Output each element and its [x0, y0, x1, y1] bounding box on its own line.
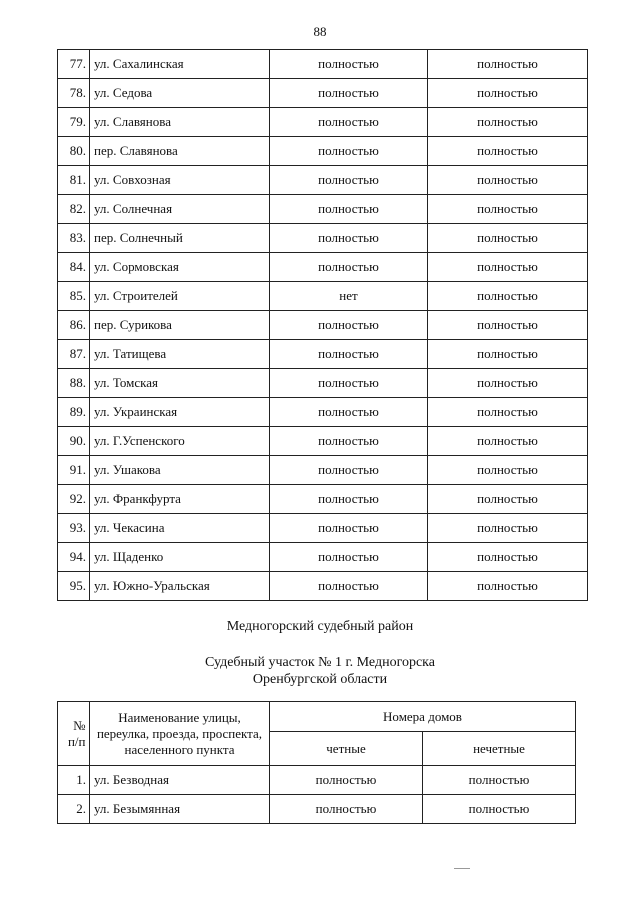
- header-odd: нечетные: [423, 732, 576, 766]
- cell-even: полностью: [270, 166, 428, 195]
- table-row: [58, 282, 588, 311]
- cell-odd: полностью: [428, 456, 588, 485]
- cell-odd: полностью: [428, 224, 588, 253]
- cell-even: полностью: [270, 137, 428, 166]
- cell-street: ул. Томская: [90, 369, 270, 398]
- cell-street: ул. Щаденко: [90, 543, 270, 572]
- cell-street: пер. Славянова: [90, 137, 270, 166]
- cell-odd: полностью: [423, 766, 576, 795]
- table-row: [58, 253, 588, 282]
- cell-num: 94.: [58, 543, 90, 572]
- header-num-text: № п/п: [67, 717, 86, 749]
- cell-odd: полностью: [428, 195, 588, 224]
- header-name: [90, 702, 270, 766]
- cell-street: ул. Ушакова: [90, 456, 270, 485]
- cell-num: 82.: [58, 195, 90, 224]
- cell-odd: полностью: [428, 543, 588, 572]
- cell-num: 81.: [58, 166, 90, 195]
- cell-num: 90.: [58, 427, 90, 456]
- table-row: [58, 766, 576, 795]
- cell-num: 93.: [58, 514, 90, 543]
- cell-num: 85.: [58, 282, 90, 311]
- scan-mark: [454, 868, 470, 869]
- streets-table-continued: [57, 49, 588, 601]
- cell-num: 95.: [58, 572, 90, 601]
- table-row: [58, 369, 588, 398]
- cell-odd: полностью: [428, 340, 588, 369]
- cell-even: полностью: [270, 766, 423, 795]
- cell-street: ул. Татищева: [90, 340, 270, 369]
- cell-even: полностью: [270, 572, 428, 601]
- cell-street: ул. Франкфурта: [90, 485, 270, 514]
- cell-even: полностью: [270, 340, 428, 369]
- cell-odd: полностью: [428, 427, 588, 456]
- cell-num: 79.: [58, 108, 90, 137]
- table-row: [58, 311, 588, 340]
- cell-num: 2.: [58, 795, 90, 824]
- table-row: [58, 195, 588, 224]
- cell-odd: полностью: [428, 282, 588, 311]
- table-row: [58, 514, 588, 543]
- cell-num: 91.: [58, 456, 90, 485]
- cell-odd: полностью: [428, 253, 588, 282]
- table-row: [58, 79, 588, 108]
- cell-street: ул. Г.Успенского: [90, 427, 270, 456]
- header-name-text: Наименование улицы, переулка, проезда, проспекта, населенного пункта: [96, 709, 263, 757]
- table-row: [58, 456, 588, 485]
- cell-even: полностью: [270, 195, 428, 224]
- table-row: [58, 137, 588, 166]
- cell-even: полностью: [270, 427, 428, 456]
- cell-num: 87.: [58, 340, 90, 369]
- cell-even: полностью: [270, 253, 428, 282]
- section-title-line1: Судебный участок № 1 г. Медногорска: [204, 655, 435, 670]
- cell-num: 77.: [58, 50, 90, 79]
- cell-even: полностью: [270, 224, 428, 253]
- section-title-line2: Оренбургской области: [252, 672, 388, 687]
- cell-odd: полностью: [428, 572, 588, 601]
- table-row: [58, 572, 588, 601]
- district-title: Медногорский судебный район: [226, 619, 414, 634]
- cell-num: 92.: [58, 485, 90, 514]
- cell-street: ул. Украинская: [90, 398, 270, 427]
- cell-odd: полностью: [428, 311, 588, 340]
- cell-even: полностью: [270, 514, 428, 543]
- header-num: [58, 702, 90, 766]
- cell-even: полностью: [270, 108, 428, 137]
- cell-street: ул. Совхозная: [90, 166, 270, 195]
- cell-odd: полностью: [428, 79, 588, 108]
- cell-odd: полностью: [428, 166, 588, 195]
- table-row: [58, 166, 588, 195]
- cell-even: полностью: [270, 543, 428, 572]
- table-row: [58, 398, 588, 427]
- cell-even: полностью: [270, 79, 428, 108]
- cell-odd: полностью: [428, 514, 588, 543]
- table-row: [58, 543, 588, 572]
- cell-street: ул. Седова: [90, 79, 270, 108]
- cell-even: полностью: [270, 398, 428, 427]
- cell-odd: полностью: [428, 369, 588, 398]
- cell-street: ул. Южно-Уральская: [90, 572, 270, 601]
- cell-even: полностью: [270, 485, 428, 514]
- table-row: [58, 50, 588, 79]
- page-number: 88: [313, 24, 327, 39]
- cell-street: ул. Строителей: [90, 282, 270, 311]
- cell-num: 86.: [58, 311, 90, 340]
- cell-even: полностью: [270, 369, 428, 398]
- cell-odd: полностью: [428, 50, 588, 79]
- table-row: [58, 427, 588, 456]
- cell-street: ул. Сахалинская: [90, 50, 270, 79]
- cell-odd: полностью: [428, 485, 588, 514]
- cell-even: полностью: [270, 456, 428, 485]
- cell-num: 80.: [58, 137, 90, 166]
- cell-street: пер. Сурикова: [90, 311, 270, 340]
- cell-street: ул. Безымянная: [90, 795, 270, 824]
- cell-num: 84.: [58, 253, 90, 282]
- cell-num: 83.: [58, 224, 90, 253]
- header-houses: Номера домов: [270, 702, 576, 732]
- table-row: [58, 795, 576, 824]
- cell-street: ул. Сормовская: [90, 253, 270, 282]
- cell-street: ул. Славянова: [90, 108, 270, 137]
- table-row: [58, 340, 588, 369]
- table-row: [58, 224, 588, 253]
- streets-table-court-district-1: [57, 701, 576, 824]
- cell-num: 88.: [58, 369, 90, 398]
- cell-street: пер. Солнечный: [90, 224, 270, 253]
- table-row: [58, 485, 588, 514]
- cell-even: нет: [270, 282, 428, 311]
- header-even: четные: [270, 732, 423, 766]
- cell-odd: полностью: [423, 795, 576, 824]
- cell-street: ул. Безводная: [90, 766, 270, 795]
- cell-even: полностью: [270, 795, 423, 824]
- cell-odd: полностью: [428, 108, 588, 137]
- cell-num: 78.: [58, 79, 90, 108]
- cell-odd: полностью: [428, 398, 588, 427]
- table-row: [58, 108, 588, 137]
- cell-street: ул. Солнечная: [90, 195, 270, 224]
- cell-num: 1.: [58, 766, 90, 795]
- cell-street: ул. Чекасина: [90, 514, 270, 543]
- cell-even: полностью: [270, 50, 428, 79]
- cell-even: полностью: [270, 311, 428, 340]
- cell-odd: полностью: [428, 137, 588, 166]
- cell-num: 89.: [58, 398, 90, 427]
